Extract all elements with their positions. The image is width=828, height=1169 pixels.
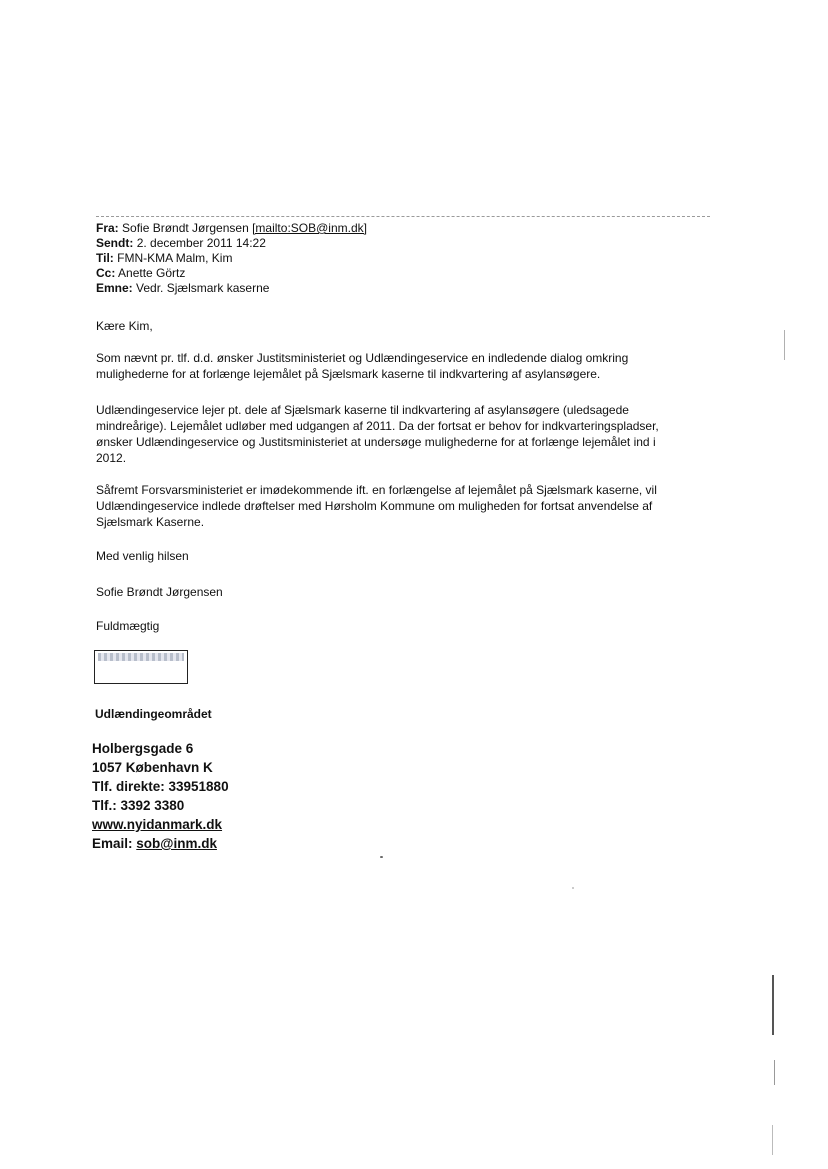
email-row xyxy=(92,834,229,853)
signature-name: Sofie Brøndt Jørgensen xyxy=(96,585,223,599)
from-row xyxy=(96,221,367,236)
subject-value: Vedr. Sjælsmark kaserne xyxy=(136,281,270,295)
to-value: FMN-KMA Malm, Kim xyxy=(117,251,233,265)
cc-row xyxy=(96,266,367,281)
paragraph-1 xyxy=(96,350,696,382)
paragraph-2-line-3: ønsker Udlændingeservice og Justitsministeriet at undersøge mulighederne for at forlænge lejemålet ind i xyxy=(96,435,656,449)
scan-edge-mark xyxy=(774,1060,775,1085)
paragraph-2-line-1: Udlændingeservice lejer pt. dele af Sjælsmark kaserne til indkvartering af asylansøgere (uledsagede xyxy=(96,403,629,417)
sent-label: Sendt: xyxy=(96,236,134,250)
website-link[interactable]: www.nyidanmark.dk xyxy=(92,817,223,832)
to-label: Til: xyxy=(96,251,114,265)
subject-label: Emne: xyxy=(96,281,133,295)
scan-speck xyxy=(572,887,574,889)
from-name: Sofie Brøndt Jørgensen xyxy=(122,221,249,235)
signature-logo-image xyxy=(94,650,188,684)
email-label: Email: xyxy=(92,836,133,851)
scan-edge-mark xyxy=(772,975,774,1035)
main-phone: Tlf.: 3392 3380 xyxy=(92,798,185,813)
email-link[interactable]: sob@inm.dk xyxy=(136,836,217,851)
logo-smudge xyxy=(98,653,184,661)
from-mailto-link[interactable]: [mailto:SOB@inm.dk] xyxy=(252,221,367,235)
sent-value: 2. december 2011 14:22 xyxy=(136,236,266,250)
closing: Med venlig hilsen xyxy=(96,549,189,563)
paragraph-2-line-4: 2012. xyxy=(96,451,127,465)
paragraph-1-line-2: mulighederne for at forlænge lejemålet på Sjælsmark kaserne til indkvartering af asylansøgere. xyxy=(96,367,601,381)
cc-value: Anette Görtz xyxy=(118,266,186,280)
email-header xyxy=(96,221,367,296)
signature-title: Fuldmægtig xyxy=(96,619,160,633)
paragraph-3 xyxy=(96,482,696,530)
cc-label: Cc: xyxy=(96,266,116,280)
scan-edge-mark xyxy=(772,1125,773,1155)
paragraph-1-line-1: Som nævnt pr. tlf. d.d. ønsker Justitsministeriet og Udlændingeservice en indledende dialog omkring xyxy=(96,351,629,365)
contact-block xyxy=(92,739,229,853)
subject-row xyxy=(96,281,367,296)
paragraph-3-line-1: Såfremt Forsvarsministeriet er imødekommende ift. en forlængelse af lejemålet på Sjælsmark kaserne, vil xyxy=(96,483,657,497)
header-divider xyxy=(96,216,710,217)
paragraph-2-line-2: mindreårige). Lejemålet udløber med udgangen af 2011. Da der fortsat er behov for indkvarteringspladser, xyxy=(96,419,659,433)
to-row xyxy=(96,251,367,266)
paragraph-3-line-3: Sjælsmark Kaserne. xyxy=(96,515,205,529)
from-label: Fra: xyxy=(96,221,119,235)
street-address: Holbergsgade 6 xyxy=(92,741,194,756)
paragraph-2 xyxy=(96,402,696,466)
direct-phone: Tlf. direkte: 33951880 xyxy=(92,779,229,794)
department-name: Udlændingeområdet xyxy=(95,707,212,721)
postal-city: 1057 København K xyxy=(92,760,213,775)
website-row xyxy=(92,815,229,834)
scan-edge-mark xyxy=(784,330,785,360)
paragraph-3-line-2: Udlændingeservice indlede drøftelser med Hørsholm Kommune om muligheden for fortsat anvendelse af xyxy=(96,499,653,513)
greeting: Kære Kim, xyxy=(96,319,153,333)
scan-speck xyxy=(380,856,383,858)
sent-row xyxy=(96,236,367,251)
